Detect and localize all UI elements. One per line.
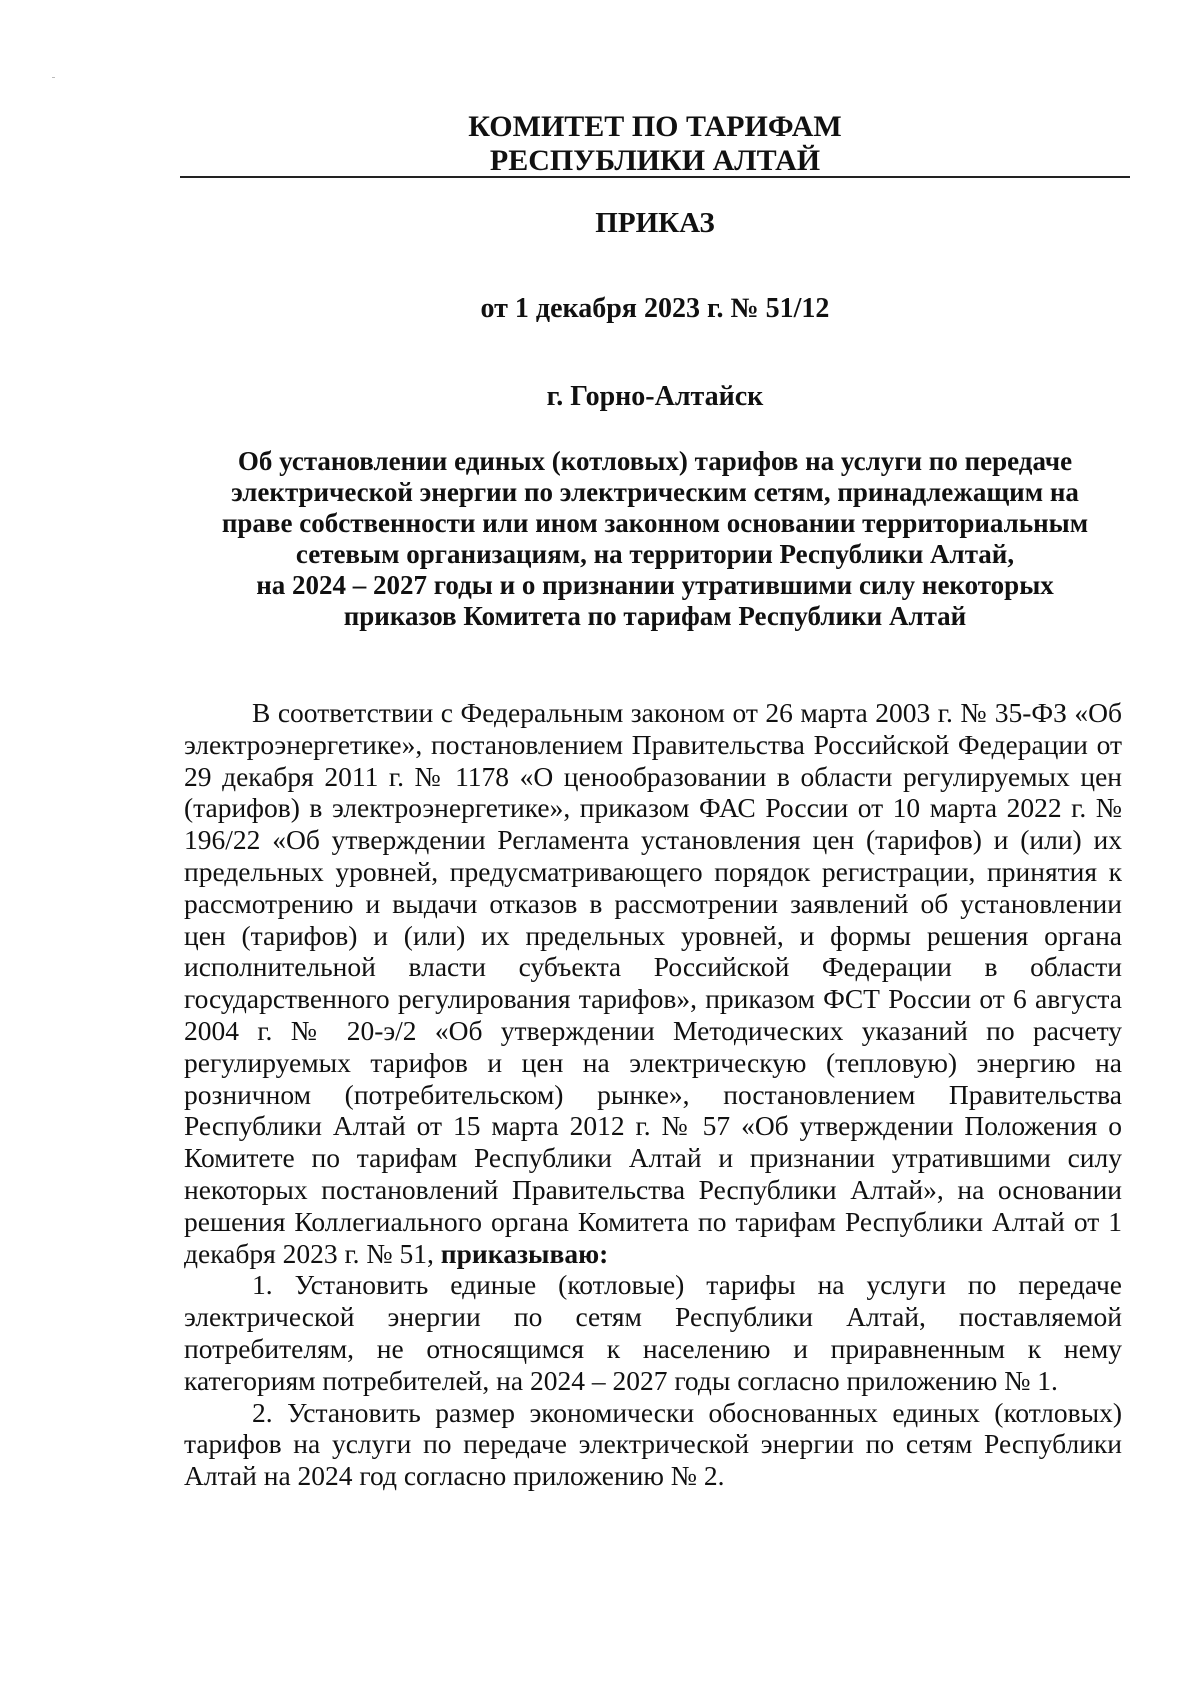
title-line: на 2024 – 2027 годы и о признании утратившими силу некоторых	[256, 570, 1054, 600]
document-type: ПРИКАЗ	[595, 207, 715, 239]
document-city: г. Горно-Алтайск	[546, 381, 764, 412]
organization-header	[180, 110, 1130, 178]
title-line: Об установлении единых (котловых) тарифов на услуги по передаче	[237, 446, 1073, 476]
org-name-line-2: РЕСПУБЛИКИ АЛТАЙ	[489, 144, 821, 177]
scan-mark	[52, 77, 55, 78]
document-body	[184, 697, 1122, 1492]
order-word: приказываю:	[440, 1237, 609, 1269]
order-item-1: 1. Установить единые (котловые) тарифы на услуги по передаче электрической энергии по сетям Республики Алтай, поставляемой потребителям, не относящимся к населению и приравненным к нему категориям потребителей, на 2024 – 2027 годы согласно приложению № 1.	[184, 1269, 1122, 1396]
preamble-paragraph	[184, 697, 1122, 1269]
org-name-line-1: КОМИТЕТ ПО ТАРИФАМ	[468, 110, 842, 143]
title-line: электрической энергии по электрическим сетям, принадлежащим на	[231, 477, 1079, 507]
title-line: праве собственности или ином законном основании территориальным	[221, 508, 1089, 538]
order-item-2: 2. Установить размер экономически обоснованных единых (котловых) тарифов на услуги по передаче электрической энергии по сетям Республики Алтай на 2024 год согласно приложению № 2.	[184, 1396, 1122, 1492]
title-line: сетевым организациям, на территории Республики Алтай,	[295, 539, 1015, 569]
preamble-text: В соответствии с Федеральным законом от 26 марта 2003 г. № 35-ФЗ «Об электроэнергетике», постановлением Правительства Российской Федерации от 29 декабря 2011 г. № 1178 «О ценообразовании в области регулируемых цен (тарифов) в электроэнергетике», приказом ФАС России от 10 марта 2022 г. № 196/22 «Об утверждении Регламента установления цен (тарифов) и (или) их предельных уровней, предусматривающего порядок регистрации, принятия к рассмотрению и выдачи отказов в рассмотрении заявлений об установлении цен (тарифов) и (или) их предельных уровней, и формы решения органа исполнительной власти субъекта Российской Федерации в области государственного регулирования тарифов», приказом ФСТ России от 6 августа 2004 г. № 20-э/2 «Об утверждении Методических указаний по расчету регулируемых тарифов и цен на электрическую (тепловую) энергию на розничном (потребительском) рынке», постановлением Правительства Республики Алтай от 15 марта 2012 г. № 57 «Об утверждении Положения о Комитете по тарифам Республики Алтай и признании утратившими силу некоторых постановлений Правительства Республики Алтай», на основании решения Коллегиального органа Комитета по тарифам Республики Алтай от 1 декабря 2023 г. № 51,	[184, 697, 1122, 1269]
document-date-number: от 1 декабря 2023 г. № 51/12	[480, 293, 830, 324]
document-title	[180, 446, 1130, 632]
title-line: приказов Комитета по тарифам Республики Алтай	[343, 601, 967, 631]
header-divider	[180, 176, 1130, 178]
